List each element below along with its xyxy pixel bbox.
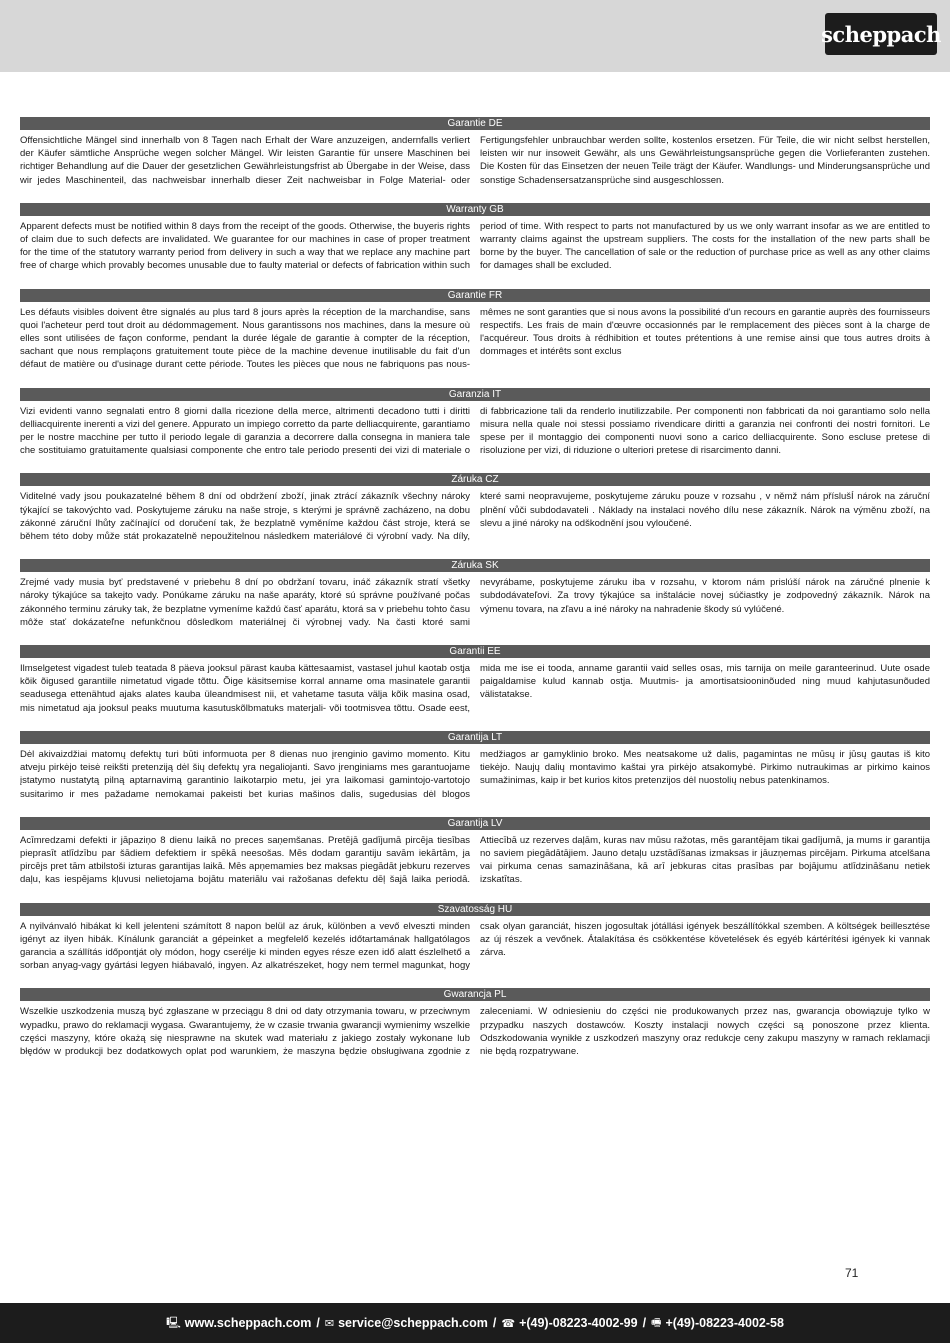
section-warranty-gb	[20, 203, 930, 273]
section-zaruka-cz	[20, 473, 930, 543]
contact-footer	[0, 1303, 950, 1343]
section-title: Garantie FR	[20, 289, 930, 302]
telephone-icon: ☎	[501, 1316, 516, 1330]
warranty-content	[20, 117, 930, 1074]
section-text: Offensichtliche Mängel sind innerhalb von 8 Tagen nach Erhalt der Ware anzuzeigen, andernfalls verliert der Käufer sämtliche Ansprüche wegen solcher Mängel. Wir leisten Garantie für unsere Maschinen bei richtiger Behandlung auf die Dauer der gesetzlichen Gewährleistungsfrist ab Übergabe in der Weise, dass wir jedes Maschinenteil, das nachweisbar innerhalb dieser Zeit nachweisbar in Folge Material- oder Fertigungsfehler unbrauchbar werden sollte, kostenlos ersetzen. Für Teile, die wir nicht selbst herstellen, leisten wir nur insoweit Gewähr, als uns Gewährleistungsansprüche gegen die Vorlieferanten zustehen. Die Kosten für das Einsetzen der neuen Teile trägt der Käufer. Wandlungs- und Minderungsansprüche und sonstige Schadensersatzansprüche sind ausgeschlossen.	[20, 135, 930, 186]
section-text: Dėl akivaizdžiai matomų defektų turi būti informuota per 8 dienas nuo įrenginio gavimo momento. Kitu atveju pirkėjo teisė reikšti pretenziją dėl šių defektų yra negaliojanti. Savo įrenginiams mes garantuojame įstatymo nustatytą pilną aptarnavimą garantinio laikotarpio metu, jei yra laikomasi gamintojo-vartotojo susitarimo ir mes pažadame nemokamai pakeisti bet kurias mašinos dalis, sugedusias dėl blogos medžiagos ar gamyklinio broko. Mes neatsakome už dalis, pagamintas ne mūsų ir jūsų gautas iš kito tiekėjo. Naujų dalių montavimo kaštai yra pirkėjo atsakomybė. Pirkimo nutraukimas ar pirkimo kainos sumažinimas, kaip ir bet kurios kitos pretenzijos dėl nuostolių nebus patenkinamos.	[20, 748, 930, 800]
section-title: Záruka SK	[20, 559, 930, 572]
section-text: Les défauts visibles doivent être signalés au plus tard 8 jours après la réception de la marchandise, sans quoi l'acheteur perd tout droit au dédommagement. Nous garantissons nos machines, dans la mesure où elles sont utilisées de façon conforme, pendant la durée légale de garantie à compter de la réception, sachant que nous remplaçons gratuitement toute pièce de la machine devenue inutilisable du fait d'un défaut de matière ou d'usinage durant cette période. Toutes les pièces que nous ne fabriquons pas nous-mêmes ne sont garanties que si nous avons la possibilité d'un recours en garantie auprès des fournisseurs respectifs. Les frais de main d'œuvre occasionnés par le remplacement des pièces sont à la charge de l'acquéreur. Tous droits à rédhibition et toutes prétentions à une remise ainsi que tous autres droits à dommages et intérêts sont exclus	[20, 306, 930, 371]
section-title: Warranty GB	[20, 203, 930, 216]
envelope-icon: ✉	[324, 1316, 335, 1330]
section-title: Gwarancja PL	[20, 988, 930, 1001]
fax-number: +(49)-08223-4002-58	[665, 1316, 784, 1330]
section-garantii-ee	[20, 645, 930, 715]
header-band	[0, 0, 950, 72]
section-garantija-lv	[20, 817, 930, 887]
section-title: Szavatosság HU	[20, 903, 930, 916]
separator: /	[316, 1316, 320, 1330]
page-number: 71	[845, 1266, 859, 1280]
phone-number[interactable]: +(49)-08223-4002-99	[519, 1316, 638, 1330]
computer-icon: 🖳	[166, 1315, 181, 1329]
section-text: Apparent defects must be notified within 8 days from the receipt of the goods. Otherwise, the buyeris rights of claim due to such defects are invalidated. We guarantee for our machines in case of proper treatment for the time of the statutory warranty period from delivery in such a way that we replace any machine part free of charge which provably becomes unusable due to faulty material or defects of fabrication within such period of time. With respect to parts not manufactured by us we only warrant insofar as we are entitled to warranty claims against the upstream suppliers. The costs for the installation of the new parts shall be borne by the buyer. The cancellation of sale or the reduction of purchase price as well as any other claims for damages shall be excluded.	[20, 220, 930, 272]
section-text: Vizi evidenti vanno segnalati entro 8 giorni dalla ricezione della merce, altrimenti decadono tutti i diritti delliacquirente inerenti a vizi del genere. Appurato un impiego corretto da parte delliacquirente, garantiamo per le nostre macchine per tutto il periodo legale di garanzia a decorrere dalla consegna in maniera tale che sostituiamo gratuitamente qualsiasi componente che entro tale periodo presenti dei vizi di materiale o di fabbricazione tali da renderlo inutilizzabile. Per componenti non fabbricati da noi garantiamo solo nella misura nella quale noi stessi possiamo rivendicare diritti a garanzia nei confronti dei nostri fornitori. Le spese per il montaggio dei componenti nuovi sono a carico delliacquirente. Sono escluse pretese di risoluzione per vizi, di riduzione o ulteriori pretese di risarcimento danni.	[20, 405, 930, 457]
section-title: Garanzia IT	[20, 388, 930, 401]
section-text: A nyilvánvaló hibákat ki kell jelenteni számított 8 napon belül az áruk, különben a vevő elveszti minden igényt az ilyen hibák. Kínálunk garanciát a gépeinket a megfelelő kezelés időtartamának hallgatólagos garancia a szállítás időpontját oly módon, hogy cserélje ki minden egyes része ezen idő alatt észlelhető a sorban anyag-vagy gyártási legyen hiábavaló, ingyen. Az alkatrészeket, hogy nem termel magunkat, hogy csak olyan garanciát, hiszen jogosultak jótállási igények beszállítókkal szemben. A költségek beillesztése az új részek a vevőnek. Átalakítása és csökkentése követelések és egyéb kártérítési igények ki vannak zárva.	[20, 920, 930, 972]
section-title: Záruka CZ	[20, 473, 930, 486]
section-gwarancja-pl	[20, 988, 930, 1058]
section-title: Garantija LT	[20, 731, 930, 744]
section-title: Garantija LV	[20, 817, 930, 830]
section-szavatossag-hu	[20, 903, 930, 973]
section-text: Zrejmé vady musia byť predstavené v priebehu 8 dní po obdržaní tovaru, ináč zákazník stratí všetky nároky týkajúce sa takejto vady. Ponúkame záruku na naše aparáty, ktoré sú správne používané počas zákonného terminu záruky tak, že bezplatne vymeníme každú časť aparátu, ktorá sa v priebehu tohto času môže stať dokázateľne nefunkčnou dôsledkom materiálnej či výrobnej vady. Na časti ktoré sami nevyrábame, poskytujeme záruku iba v rozsahu, v ktorom nám prislúší nárok na záručné plnenie k subdodávateľovi. Za trovy týkajúce sa inštalácie novej súčiastky je zodpovedný zákazník. Nárok na výmenu tovara, na zľavu a iné nároky na nahradenie škody sú vylúčené.	[20, 577, 930, 628]
scheppach-logo: scheppach	[825, 13, 937, 55]
website-link[interactable]: www.scheppach.com	[184, 1316, 312, 1330]
section-text: Viditelné vady jsou poukazatelné během 8 dní od obdržení zboží, jinak ztrácí zákazník všechny nároky týkající se takovýchto vad. Poskytujeme záruku na naše stroje, s kterými je správně zacházeno, na dobu zákonné záruční lhůty začínající od doručení tak, že bezplatně vyměníme každou část stroje, která se během této doby může stát prokazatelně nepoužitelnou následkem materiálové či výrobní vady. Na díly, které sami neopravujeme, poskytujeme záruku pouze v rozsahu , v němž nám příslušÍ nárok na záruční plnění vůči subdodavateli . Náklady na instalaci nového dílu nese zákazník. Nárok na výměnu zboží, na slevu a jiné nároky na odškodnění jsou vyloučené.	[20, 491, 930, 543]
section-garantija-lt	[20, 731, 930, 801]
section-zaruka-sk	[20, 559, 930, 629]
section-text: Wszelkie uszkodzenia muszą być zgłaszane w przeciągu 8 dni od daty otrzymania towaru, w przeciwnym wypadku, prawo do reklamacji wygasa. Gwarantujemy, że w czasie trwania gwarancji wymienimy wszelkie części maszyny, które okażą się niesprawne na skutek wad materiału z jakiego zostały wykonane lub błędów w produkcji bez dodatkowych oplat pod warunkiem, że maszyna będzie obsługiwana zgodnie z zaleceniami. W odniesieniu do części nie produkowanych przez nas, gwarancja obowiązuje tylko w przypadku naszych dostawców. Koszty instalacji nowych części są ponoszone przez klienta. Odszkodowania wynikłe z uszkodzeń maszyny oraz redukcje ceny zakupu maszyny w ramach reklamacji nie będą rozpatrywane.	[20, 1006, 930, 1057]
email-link[interactable]: service@scheppach.com	[338, 1316, 488, 1330]
separator: /	[492, 1316, 497, 1330]
section-garanzia-it	[20, 388, 930, 458]
fax-icon: 🖷	[651, 1315, 662, 1329]
section-garantie-fr	[20, 289, 930, 372]
section-garantie-de	[20, 117, 930, 187]
section-text: Acīmredzami defekti ir jāpaziņo 8 dienu laikā no preces saņemšanas. Pretējā gadījumā pircēja tiesības pieprasīt atlīdzību par šādiem defektiem ir spēkā neesošas. Mēs dodam garantiju savām iekārtām, ja pircējs pret tām atbilstoši izturas garantijas laikā. Mēs apņemamies bez maksas piegādāt jebkuru rezerves daļu, kas iespējams kļuvusi nelietojama bojātu materiālu vai ražošanas defektu dēļ šajā laika periodā. Attiecībā uz rezerves daļām, kuras nav mūsu ražotas, mēs garantējam tikai gadījumā, ja mums ir garantija no saviem piegādātājiem. Jauno detaļu uzstādīšanas izmaksas ir jāuzņemas pircējam. Pirkuma atcelšana vai pirkuma cenas samazināšana, kā arī jebkuras citas prasības par bojājumu atlīdzināšanu netiek izskatītas.	[20, 834, 930, 886]
section-text: Ilmselgetest vigadest tuleb teatada 8 päeva jooksul pärast kauba kättesaamist, vastasel juhul kaotab ostja kõik õigused garantiile nimetatud vigade tõttu. Õige käsitsemise korral anname oma masinatele garantii seadusega ettenähtud ajaks alates kauba üleandmisest nii, et vahetame tasuta välja kõik masina osad, mis nimetatud aja jooksul peaks muutuma kasutuskõlbmatuks materjali- või tootmisvea tõttu. Osade eest, mida me ise ei tooda, anname garantii vaid selles osas, mis tarnija on meile garanteerinud. Uute osade paigaldamise kulud kannab ostja. Muutmis- ja amortisatsiooninõuded ning muud kahjutasunõuded välistatakse.	[20, 663, 930, 714]
section-title: Garantii EE	[20, 645, 930, 658]
section-title: Garantie DE	[20, 117, 930, 130]
separator: /	[642, 1316, 647, 1330]
